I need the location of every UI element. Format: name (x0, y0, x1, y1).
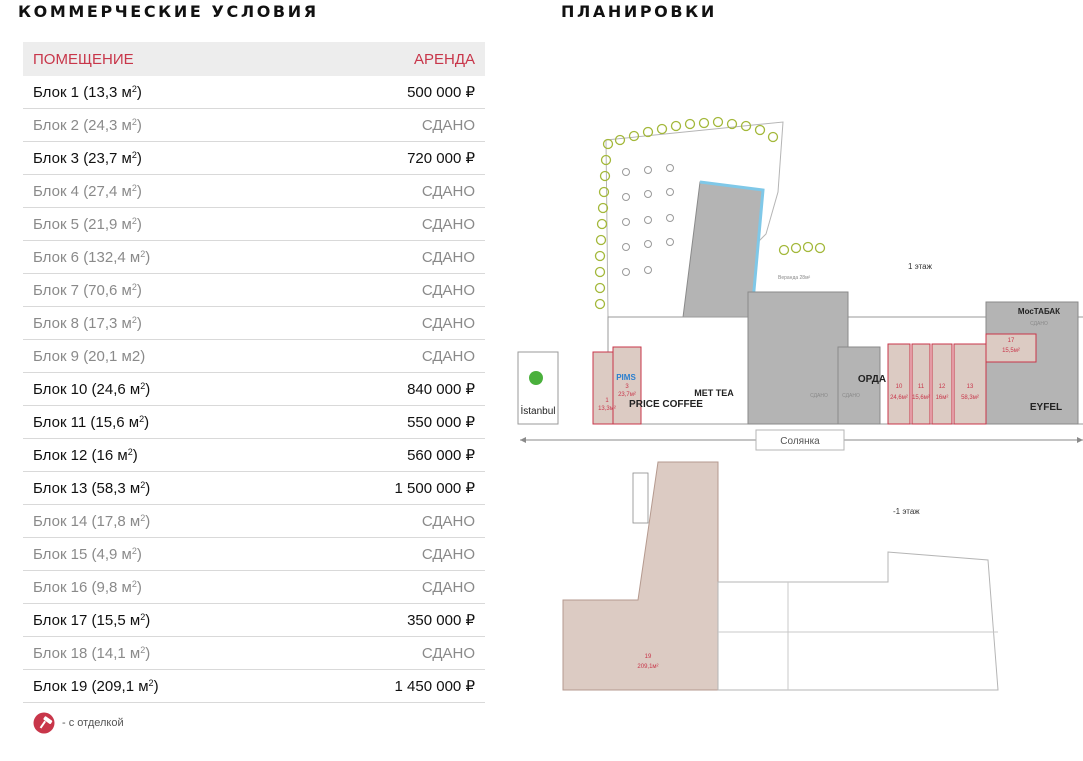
area-close: ) (145, 644, 151, 662)
unit-14-status: СДАНО (1030, 321, 1048, 327)
room-area: (21,9 м (83, 215, 132, 233)
table-row (23, 109, 485, 142)
table-row (23, 472, 485, 505)
plant-icon (780, 246, 789, 255)
room-name: Блок 13 (33, 479, 88, 497)
row-room (23, 76, 296, 109)
area-superscript: 2 (139, 413, 145, 424)
unit-3-area: 23,7м² (618, 392, 636, 398)
area-close: ) (132, 446, 138, 464)
room-area: (17,8 м (91, 512, 141, 530)
plans-title: ПЛАНИРОВКИ (561, 2, 717, 21)
row-price: СДАНО (296, 241, 485, 274)
room-name: Блок 5 (33, 215, 80, 233)
unit-12-number: 12 (938, 384, 946, 390)
stairs (633, 473, 648, 523)
plant-icon (672, 122, 681, 131)
unit-1-area: 13,3м² (598, 406, 616, 412)
row-room (23, 670, 296, 703)
row-room (23, 274, 296, 307)
row-room (23, 340, 296, 373)
row-room (23, 109, 296, 142)
room-name: Блок 15 (33, 545, 88, 563)
room-name: Блок 9 (33, 347, 80, 365)
street-name: Солянка (780, 436, 820, 447)
veranda-label: Веранда 28м² (778, 275, 811, 281)
tenant-mostabak: МосТАБАК (1017, 307, 1061, 316)
row-price: СДАНО (296, 208, 485, 241)
table-row (23, 142, 485, 175)
street-arrow-left-icon (520, 437, 526, 443)
area-superscript: 2 (140, 611, 146, 622)
room-area: (16 м (91, 446, 128, 464)
room-name: Блок 2 (33, 116, 80, 134)
room-name: Блок 8 (33, 314, 80, 332)
room-area: (58,3 м (91, 479, 141, 497)
room-area: (4,9 м (91, 545, 132, 563)
row-price: 840 000 ₽ (296, 373, 485, 406)
row-room (23, 604, 296, 637)
row-room (23, 505, 296, 538)
area-close: ) (136, 116, 142, 134)
room-area: (15,5 м (91, 611, 141, 629)
tenant-istanbul: İstanbul (520, 406, 556, 417)
table-row (23, 670, 485, 703)
row-price: СДАНО (296, 505, 485, 538)
header-rent: АРЕНДА (296, 42, 485, 76)
area-close: ) (136, 215, 142, 233)
area-close: ) (145, 512, 151, 530)
plant-icon (599, 204, 608, 213)
row-room (23, 472, 296, 505)
plant-icon (804, 243, 813, 252)
area-superscript: 2 (148, 677, 154, 688)
area-superscript: 2 (131, 149, 137, 160)
area-close: ) (144, 413, 150, 431)
row-price: СДАНО (296, 637, 485, 670)
room-area: (13,3 м (83, 83, 132, 101)
table-row (23, 406, 485, 439)
area-superscript: 2 (140, 644, 146, 655)
plant-icon (596, 252, 605, 261)
area-superscript: 2 (131, 314, 137, 325)
row-price: СДАНО (296, 175, 485, 208)
area-close: ) (136, 182, 142, 200)
header-room: ПОМЕЩЕНИЕ (23, 42, 296, 76)
unit-8-rented (748, 292, 848, 424)
plant-icon (596, 268, 605, 277)
area-close: ) (145, 479, 151, 497)
room-name: Блок 19 (33, 677, 88, 695)
floor-1-plan (518, 118, 1083, 451)
vet-logo-icon (529, 371, 543, 385)
row-room (23, 406, 296, 439)
area-close: ) (145, 248, 151, 266)
plant-icon (686, 120, 695, 129)
row-price: 560 000 ₽ (296, 439, 485, 472)
table-row (23, 439, 485, 472)
plant-icon (597, 236, 606, 245)
table-row (23, 274, 485, 307)
rent-table (23, 42, 485, 703)
room-area: (14,1 м (91, 644, 141, 662)
row-price: СДАНО (296, 340, 485, 373)
tenant-pims: PIMS (616, 373, 636, 382)
row-room (23, 538, 296, 571)
room-area: (20,1 м2) (83, 347, 146, 365)
area-superscript: 2 (131, 281, 137, 292)
plant-icon (714, 118, 723, 127)
table-row (23, 604, 485, 637)
unit-13-area: 58,3м² (961, 395, 979, 401)
row-price: СДАНО (296, 571, 485, 604)
table-header-row (23, 42, 485, 76)
unit-19-area: 209,1м² (637, 664, 659, 670)
plant-icon (644, 128, 653, 137)
room-name: Блок 1 (33, 83, 80, 101)
table-row (23, 538, 485, 571)
row-room (23, 208, 296, 241)
area-superscript: 2 (131, 578, 137, 589)
row-price: 720 000 ₽ (296, 142, 485, 175)
area-close: ) (145, 611, 151, 629)
tenant-eyfel: EYFEL (1029, 402, 1063, 413)
area-close: ) (153, 677, 159, 695)
area-superscript: 2 (131, 545, 137, 556)
plant-icon (658, 125, 667, 134)
table-row (23, 307, 485, 340)
room-area: (24,6 м (91, 380, 141, 398)
area-superscript: 2 (131, 215, 137, 226)
table-row (23, 505, 485, 538)
unit-13-number: 13 (966, 384, 974, 390)
room-area: (70,6 м (83, 281, 132, 299)
unit-10-number: 10 (895, 384, 903, 390)
row-room (23, 307, 296, 340)
table-row (23, 76, 485, 109)
unit-11-area: 15,6м² (912, 395, 930, 401)
area-close: ) (136, 578, 142, 596)
unit-11-number: 11 (917, 384, 925, 390)
table-row (23, 340, 485, 373)
floor-minus-1-plan (563, 462, 998, 690)
row-price: 550 000 ₽ (296, 406, 485, 439)
legend (33, 712, 124, 734)
room-name: Блок 14 (33, 512, 88, 530)
plant-icon (792, 244, 801, 253)
basement-rooms-outline (718, 552, 998, 690)
area-superscript: 2 (140, 512, 146, 523)
row-price: 350 000 ₽ (296, 604, 485, 637)
unit-9-rented (838, 347, 880, 424)
unit-17-area: 15,5м² (1002, 348, 1020, 354)
row-room (23, 637, 296, 670)
row-room (23, 439, 296, 472)
row-price: СДАНО (296, 538, 485, 571)
plant-icon (596, 300, 605, 309)
room-name: Блок 17 (33, 611, 88, 629)
area-superscript: 2 (131, 83, 137, 94)
tenant-orda: ОРДА (857, 374, 887, 385)
plant-icon (598, 220, 607, 229)
table-row (23, 208, 485, 241)
floor-plans (508, 112, 1083, 717)
floor-1-label: 1 этаж (908, 262, 932, 271)
room-area: (17,3 м (83, 314, 132, 332)
row-price: СДАНО (296, 307, 485, 340)
tenant-met-tea: MET TEA (694, 388, 734, 398)
area-close: ) (136, 314, 142, 332)
area-close: ) (136, 281, 142, 299)
row-room (23, 373, 296, 406)
floor-minus-1-label: -1 этаж (893, 507, 920, 516)
area-close: ) (145, 380, 151, 398)
room-area: (23,7 м (83, 149, 132, 167)
row-price: СДАНО (296, 274, 485, 307)
room-name: Блок 6 (33, 248, 80, 266)
room-area: (15,6 м (90, 413, 140, 431)
unit-3-number: 3 (625, 384, 629, 390)
conditions-title: КОММЕРЧЕСКИЕ УСЛОВИЯ (18, 2, 319, 21)
row-room (23, 175, 296, 208)
area-close: ) (136, 149, 142, 167)
unit-1-number: 1 (605, 398, 609, 404)
room-name: Блок 4 (33, 182, 80, 200)
unit-9-status: СДАНО (842, 393, 860, 399)
table-row (23, 373, 485, 406)
unit-19-number: 19 (644, 654, 652, 660)
area-superscript: 2 (140, 380, 146, 391)
room-name: Блок 18 (33, 644, 88, 662)
room-area: (27,4 м (83, 182, 132, 200)
paint-roller-icon (33, 712, 55, 734)
table-row (23, 241, 485, 274)
unit-12-area: 16м² (935, 395, 949, 401)
row-room (23, 241, 296, 274)
street-arrow-right-icon (1077, 437, 1083, 443)
legend-text: - с отделкой (62, 717, 124, 729)
area-superscript: 2 (140, 248, 146, 259)
row-price: 1 500 000 ₽ (296, 472, 485, 505)
room-name: Блок 16 (33, 578, 88, 596)
table-row (23, 571, 485, 604)
area-superscript: 2 (127, 446, 133, 457)
room-area: (9,8 м (91, 578, 132, 596)
table-row (23, 637, 485, 670)
row-room (23, 142, 296, 175)
plant-icon (700, 119, 709, 128)
plant-icon (816, 244, 825, 253)
row-price: 1 450 000 ₽ (296, 670, 485, 703)
table-row (23, 175, 485, 208)
unit-8-status: СДАНО (810, 393, 828, 399)
area-close: ) (136, 545, 142, 563)
room-area: (132,4 м (83, 248, 141, 266)
row-price: СДАНО (296, 109, 485, 142)
row-price: 500 000 ₽ (296, 76, 485, 109)
room-name: Блок 10 (33, 380, 88, 398)
area-superscript: 2 (131, 182, 137, 193)
room-name: Блок 3 (33, 149, 80, 167)
area-superscript: 2 (131, 116, 137, 127)
tenant-price-coffee: PRICE COFFEE (629, 399, 703, 410)
unit-17-number: 17 (1007, 338, 1015, 344)
area-close: ) (136, 83, 142, 101)
room-name: Блок 11 (33, 413, 87, 431)
unit-10-area: 24,6м² (890, 395, 908, 401)
room-name: Блок 12 (33, 446, 88, 464)
row-room (23, 571, 296, 604)
room-area: (24,3 м (83, 116, 132, 134)
room-area: (209,1 м (91, 677, 149, 695)
room-name: Блок 7 (33, 281, 80, 299)
plant-icon (596, 284, 605, 293)
rent-table-body (23, 76, 485, 703)
area-superscript: 2 (140, 479, 146, 490)
